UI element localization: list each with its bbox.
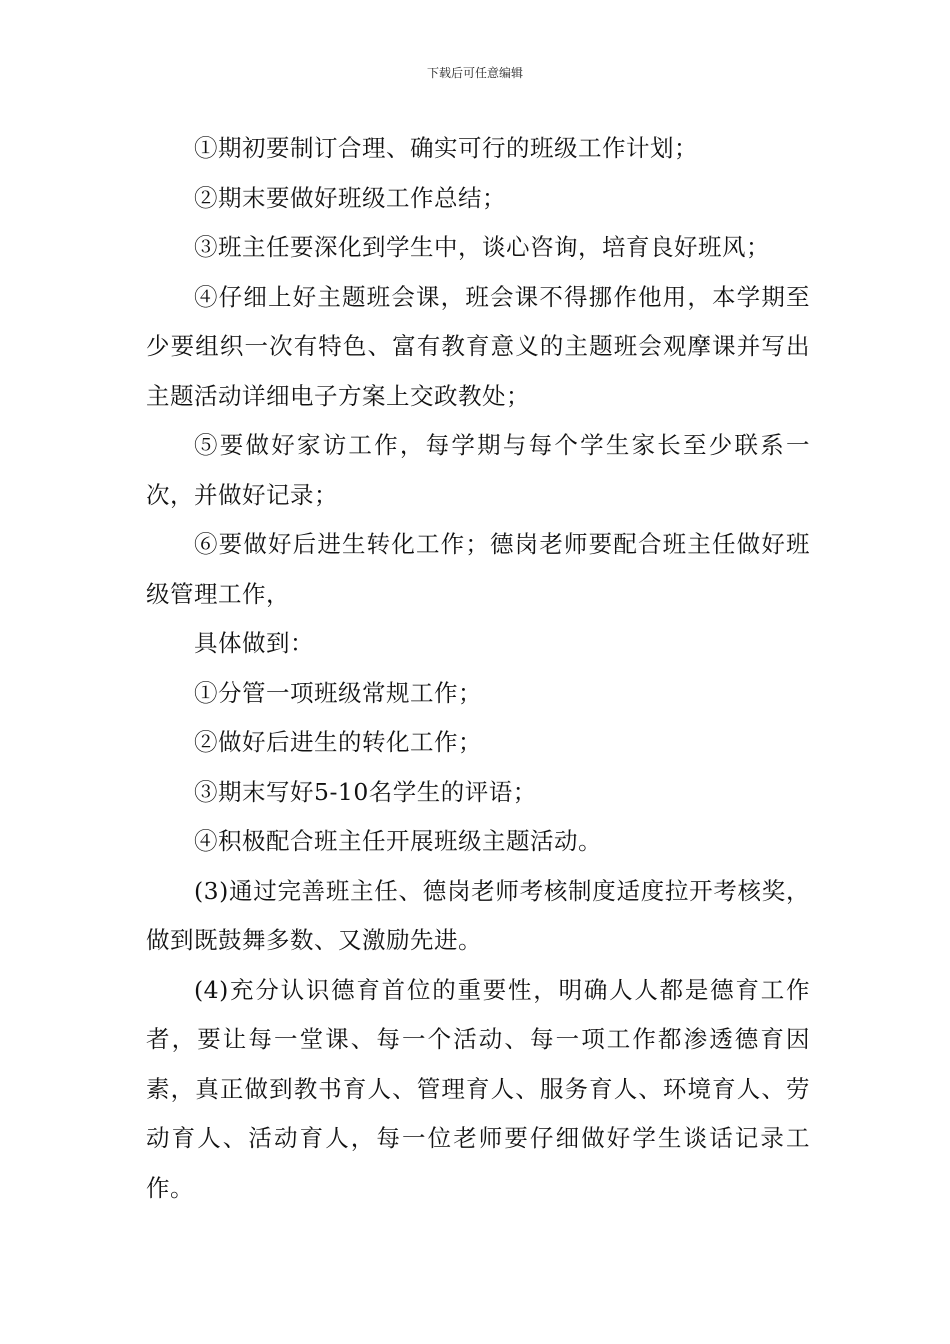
paragraph-comments: ③期末写好5-10名学生的评语； [194,777,537,806]
paragraph-moral-education: (4)充分认识德育首位的重要性，明确人人都是德育工作者，要让每一堂课、每一个活动、每一项工作都渗透德育因素，真正做到教书育人、管理育人、服务育人、环境育人、劳动育人、活动育人，每一位老师要仔细做好学生谈话记录工作。 [146,975,810,1202]
page-header: 下载后可任意编辑 [426,66,523,80]
paragraph-routine-work: ①分管一项班级常规工作； [194,678,482,707]
paragraph-themed-activities: ④积极配合班主任开展班级主题活动。 [194,827,602,855]
paragraph-class-style: ③班主任要深化到学生中，谈心咨询，培育良好班风； [194,233,770,261]
paragraph-conversion-work: ②做好后进生的转化工作； [194,728,482,756]
paragraph-assessment: (3)通过完善班主任、德岗老师考核制度适度拉开考核奖，做到既鼓舞多数、又激励先进。 [146,876,810,954]
paragraph-home-visit: ⑤要做好家访工作，每学期与每个学生家长至少联系一次，并做好记录； [146,431,810,509]
paragraph-specifics-heading: 具体做到： [194,629,314,657]
paragraph-plan: ①期初要制订合理、确实可行的班级工作计划； [194,134,698,162]
paragraph-summary: ②期末要做好班级工作总结； [194,183,506,212]
paragraph-underachievers: ⑥要做好后进生转化工作；德岗老师要配合班主任做好班级管理工作， [146,530,810,608]
document-body [146,124,810,1213]
paragraph-class-meeting: ④仔细上好主题班会课，班会课不得挪作他用，本学期至少要组织一次有特色、富有教育意义的主题班会观摩课并写出主题活动详细电子方案上交政教处； [146,282,810,410]
